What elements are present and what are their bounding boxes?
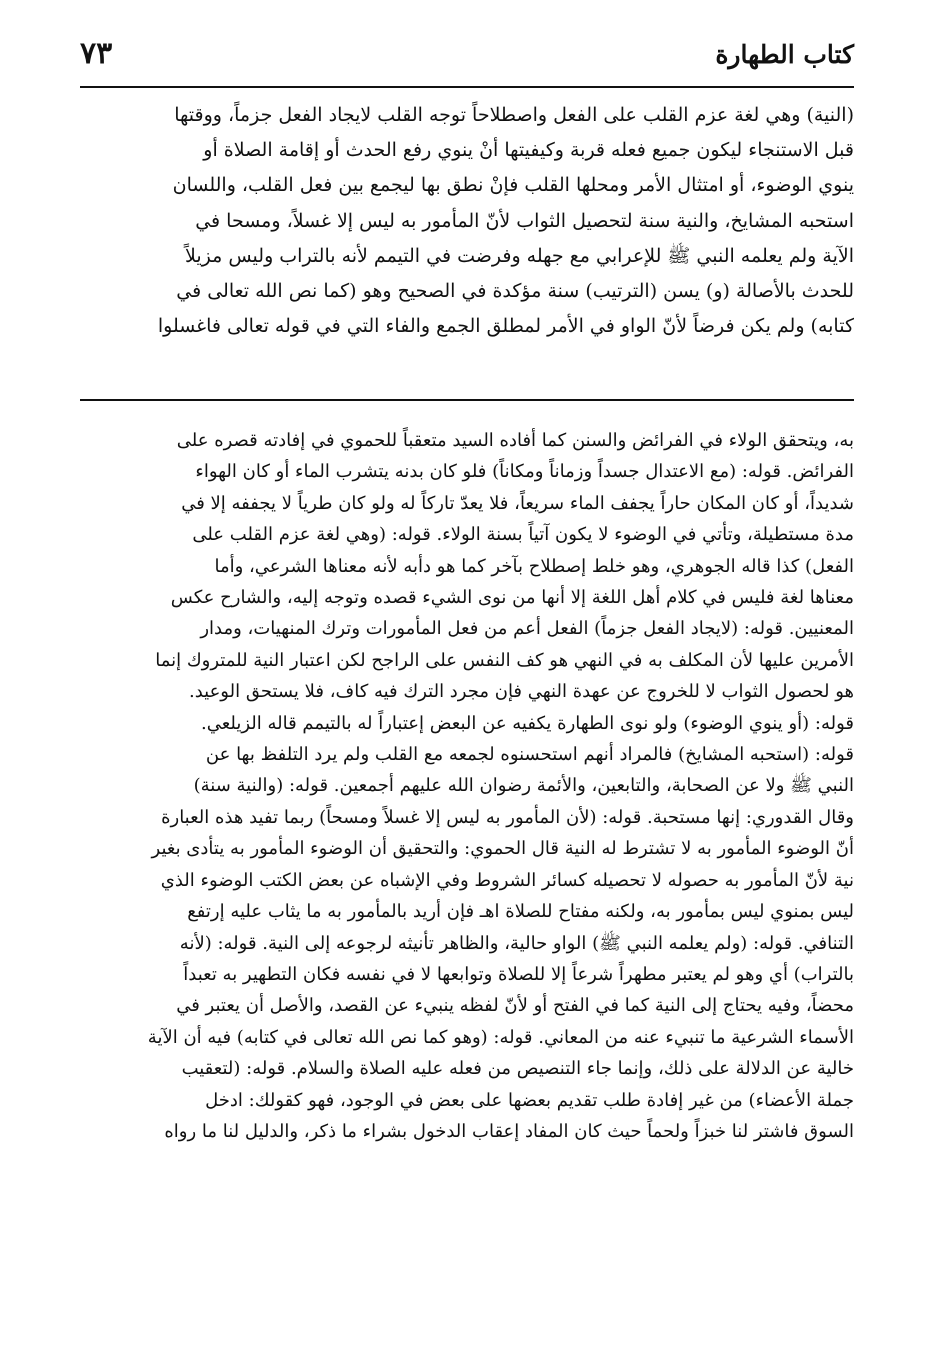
text-line: النبي ﷺ ولا عن الصحابة، والتابعين، والأئمة رضوان الله عليهم أجمعين. قوله: (والنية سنة): [193, 775, 854, 797]
text-line: التنافي. قوله: (ولم يعلمه النبي ﷺ) الواو حالية، والظاهر تأنيثه لرجوعه إلى النية. قوله: (لأنه: [179, 932, 854, 954]
text-line: الفعل) كذا قاله الجوهري، وهو خلط إصطلاح بآخر كما هو دأبه لأنه معناها الشرعي، وأما: [214, 555, 854, 577]
text-line: المعنيين. قوله: (لايجاد الفعل جزماً) الفعل أعم من فعل المأمورات وترك المنهيات، ومدار: [200, 618, 854, 640]
section-divider: [80, 399, 854, 401]
text-line: قوله: (أو ينوي الوضوء) ولو نوى الطهارة يكفيه عن البعض إعتباراً له بالتيمم قاله الزيلعي.: [200, 712, 854, 734]
text-line: الأسماء الشرعية ما تنبيء عنه من المعاني. قوله: (وهو كما نص الله تعالى في كتابه) فيه أن الآية: [147, 1026, 854, 1048]
text-line: به، ويتحقق الولاء في الفرائض والسنن كما أفاده السيد متعقباً للحموي في إفادته قصره على: [176, 430, 854, 451]
text-line: السوق فاشتر لنا خبزاً ولحماً حيث كان المفاد إعقاب الدخول بشراء ما ذكر، والدليل لنا ما رواه: [164, 1120, 854, 1142]
text-line: أنّ الوضوء المأمور به لا تشترط له النية قال الحموي: والتحقيق أن الوضوء المأمور به يتأدى بغير: [151, 838, 854, 860]
text-line: محضاً، وفيه يحتاج إلى النية كما في الفتح أو لأنّ لفظه ينبيء عن القصد، والأصل أن يعتبر في: [176, 995, 854, 1017]
text-line: نية لأنّ المأمور به حصوله لا تحصيله كسائر الشروط وفي الإشباه عن بعض الكتب الوضوء الذي: [160, 869, 854, 891]
text-line: مدة مستطيلة، وتأتي في الوضوء لا يكون آتياً بسنة الولاء. قوله: (وهي لغة عزم القلب على: [192, 524, 854, 546]
text-line: ليس بمنوي ليس بمأمور به، ولكنه مفتاح للصلاة اهـ فإن أريد بالمأمور به ما يثاب عليه إرتفع: [187, 901, 854, 923]
text-line: استحبه المشايخ، والنية سنة لتحصيل الثواب لأنّ المأمور به ليس إلا غسلاً، ومسحا في: [195, 209, 854, 232]
running-title: كتاب الطهارة: [715, 40, 854, 69]
text-line: الفرائض. قوله: (مع الاعتدال جسداً وزماناً ومكاناً) فلو كان بدنه يتشرب الماء أو كان الهواء: [195, 461, 854, 483]
text-line: شديداً، أو كان المكان حاراً يجفف الماء سريعاً، فلا يعدّ تاركاً له ولو كان طرياً لا يجففه إلا في: [181, 492, 854, 514]
text-line: قبل الاستنجاء ليكون جميع فعله قربة وكيفيتها أنْ ينوي رفع الحدث أو إقامة الصلاة أو: [203, 139, 854, 162]
text-line: ينوي الوضوء، أو امتثال الأمر ومحلها القلب فإنْ نطق بها ليجمع بين فعل القلب، واللسان: [172, 174, 854, 197]
page-number: ٧٣: [80, 36, 113, 71]
text-line: هو لحصول الثواب لا للخروج عن عهدة النهي فإن مجرد الترك فيه كاف، فلا يستحق الوعيد.: [188, 681, 854, 703]
text-line: قوله: (استحبه المشايخ) فالمراد أنهم استحسنوه لجمعه مع القلب ولم يرد التلفظ بها عن: [205, 744, 854, 766]
text-line: الآية ولم يعلمه النبي ﷺ للإعرابي مع جهله وفرضت في التيمم لأنه بالتراب وليس مزيلاً: [185, 244, 854, 267]
text-line: وقال القدوري: إنها مستحبة. قوله: (لأن المأمور به ليس إلا غسلاً ومسحاً) ربما تفيد هذه العبارة: [161, 806, 854, 828]
text-line: الأمرين عليها لأن المكلف به في النهي هو كف النفس على الراجح لكن اعتبار النية للمتروك إنما: [155, 649, 854, 671]
page-header: [80, 30, 854, 80]
text-line: كتابه) ولم يكن فرضاً لأنّ الواو في الأمر لمطلق الجمع والفاء التي في قوله تعالى فاغسلوا: [157, 315, 854, 338]
text-line: للحدث بالأصالة (و) يسن (الترتيب) سنة مؤكدة في الصحيح وهو (كما نص الله تعالى في: [176, 280, 854, 303]
text-line: خالية عن الدلالة على ذلك، وإنما جاء التنصيص من فعله عليه الصلاة والسلام. قوله: (لتعقيب: [181, 1058, 854, 1080]
commentary-text: [80, 425, 854, 1147]
text-line: بالتراب) أي وهو لم يعتبر مطهراً شرعاً إلا للصلاة وتوابعها لا في نفسه فكان التطهير به تعبداً: [183, 963, 854, 985]
main-text: [80, 98, 854, 344]
text-line: معناها لغة فليس في كلام أهل اللغة إلا أنها من نوى الشيء قصده وتوجه إليه، والشارح عكس: [170, 587, 854, 609]
text-line: (النية) وهي لغة عزم القلب على الفعل واصطلاحاً توجه القلب لايجاد الفعل جزماً، ووقتها: [174, 104, 854, 126]
text-line: جملة الأعضاء) من غير إفادة طلب تقديم بعضها على بعض في الوجود، فهو كقولك: ادخل: [205, 1089, 854, 1111]
header-rule: [80, 86, 854, 88]
